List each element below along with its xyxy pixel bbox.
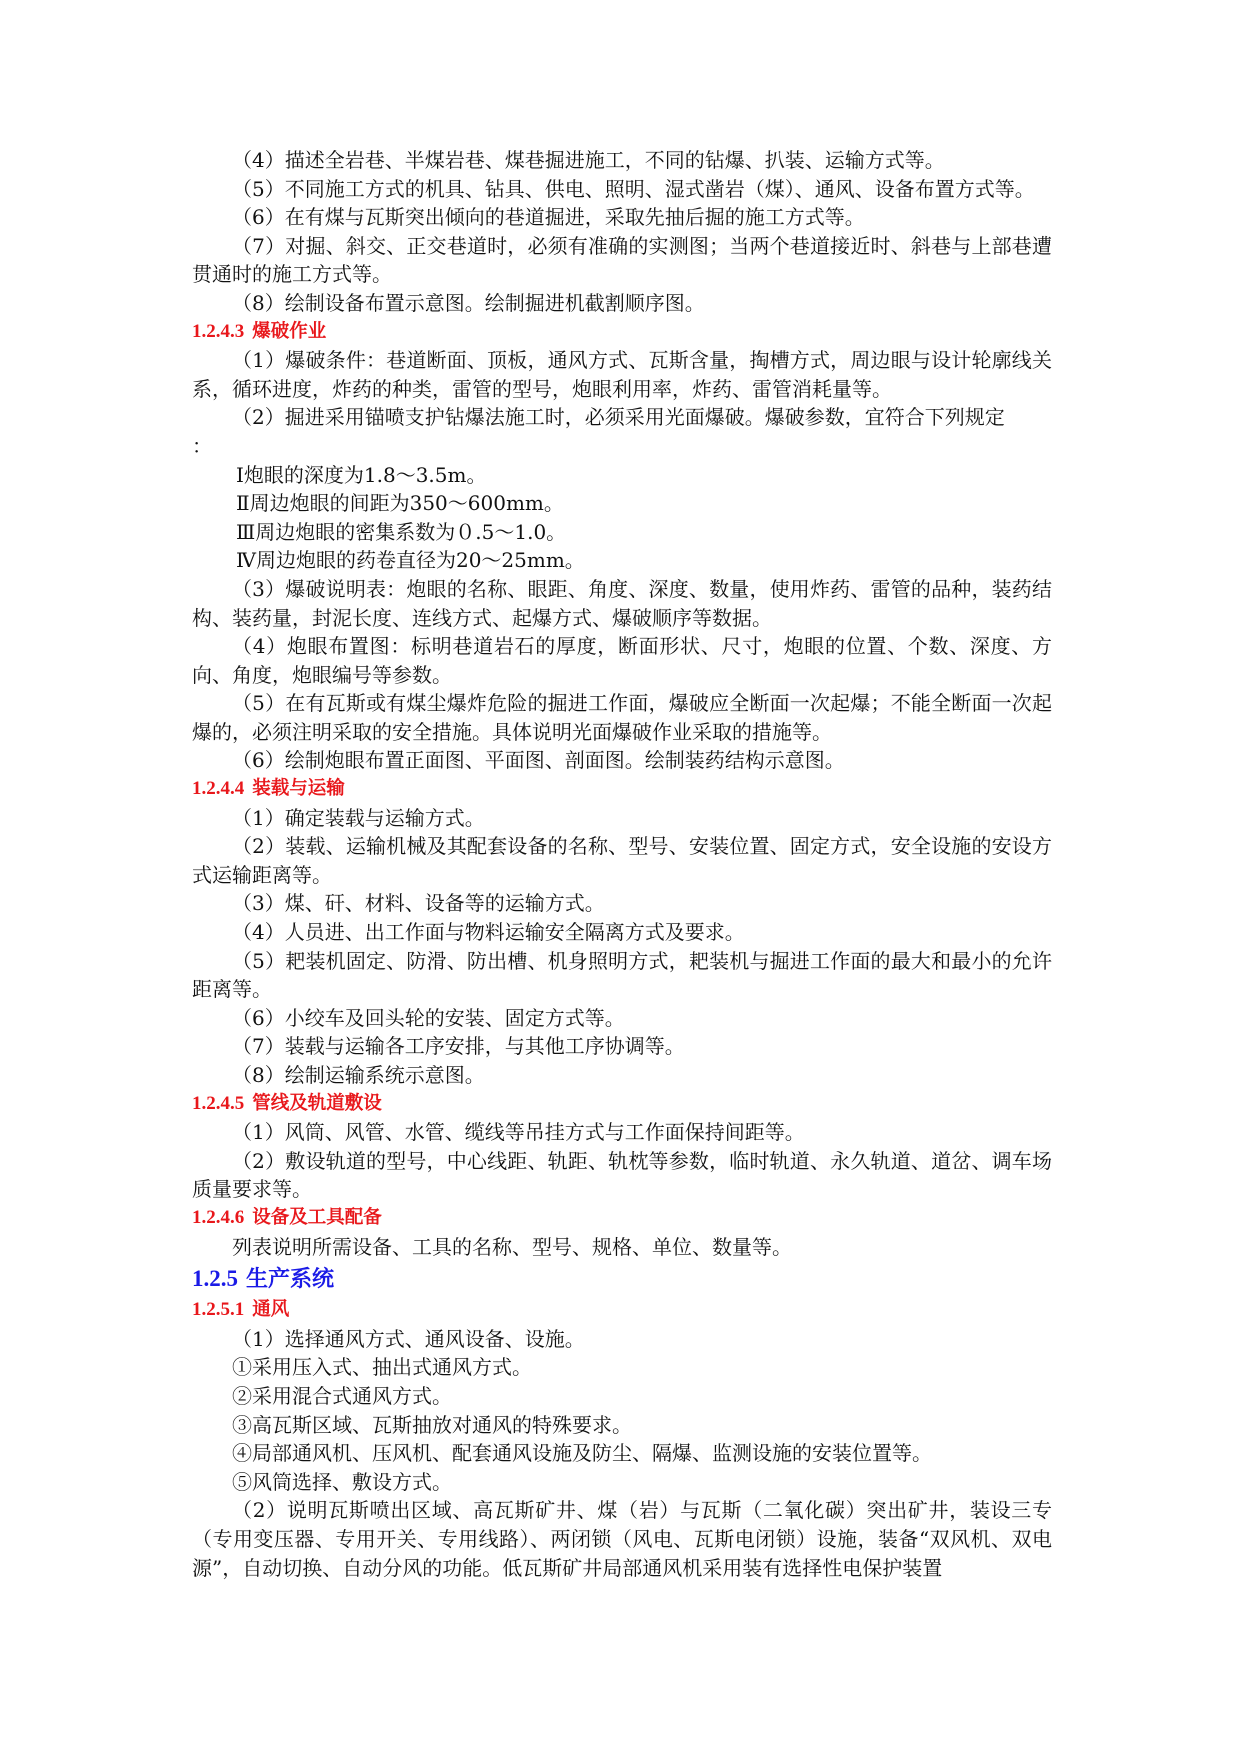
section-title: 装载与运输 [252, 778, 345, 800]
list-item: ④局部通风机、压风机、配套通风设施及防尘、隔爆、监测设施的安装位置等。 [232, 1441, 932, 1466]
paragraph: （5）耙装机固定、防滑、防出槽、机身照明方式，耙装机与掘进工作面的最大和最小的允许距离等。 [192, 948, 1052, 1002]
section-title: 设备及工具配备 [252, 1206, 382, 1228]
paragraph: （3）爆破说明表：炮眼的名称、眼距、角度、深度、数量，使用炸药、雷管的品种，装药结构、装药量，封泥长度、连线方式、起爆方式、爆破顺序等数据。 [192, 576, 1052, 630]
paragraph: （1）爆破条件：巷道断面、顶板，通风方式、瓦斯含量，掏槽方式，周边眼与设计轮廓线关系，循环进度，炸药的种类，雷管的型号，炮眼利用率，炸药、雷管消耗量等。 [192, 348, 1052, 401]
paragraph: （5）在有瓦斯或有煤尘爆炸危险的掘进工作面，爆破应全断面一次起爆；不能全断面一次起爆的，必须注明采取的安全措施。具体说明光面爆破作业采取的措施等。 [192, 691, 1052, 744]
paragraph: （8）绘制运输系统示意图。 [232, 1063, 485, 1087]
list-item: ①采用压入式、抽出式通风方式。 [232, 1355, 532, 1380]
list-item: Ⅰ炮眼的深度为1.8～3.5m。 [236, 462, 487, 487]
paragraph: （2）掘进采用锚喷支护钻爆法施工时，必须采用光面爆破。爆破参数，宜符合下列规定 [232, 405, 1005, 430]
list-item: Ⅲ周边炮眼的密集系数为０.5～1.0。 [236, 519, 567, 544]
paragraph: （2）敷设轨道的型号，中心线距、轨距、轨枕等参数，临时轨道、永久轨道、道岔、调车场质量要求等。 [192, 1148, 1052, 1202]
list-item: Ⅱ周边炮眼的间距为350～600mm。 [236, 491, 564, 516]
document-page [192, 146, 1052, 1582]
paragraph: （8）绘制设备布置示意图。绘制掘进机截割顺序图。 [232, 290, 705, 315]
list-item: Ⅳ周边炮眼的药卷直径为20～25mm。 [236, 548, 585, 573]
paragraph: （7）对掘、斜交、正交巷道时，必须有准确的实测图；当两个巷道接近时、斜巷与上部巷遭贯通时的施工方式等。 [192, 233, 1052, 287]
section-number: 1.2.5.1 [192, 1299, 245, 1321]
paragraph: （5）不同施工方式的机具、钻具、供电、照明、湿式凿岩（煤）、通风、设备布置方式等。 [232, 176, 1035, 201]
paragraph: （7）装载与运输各工序安排，与其他工序协调等。 [232, 1034, 685, 1059]
paragraph: （1）选择通风方式、通风设备、设施。 [232, 1326, 585, 1351]
section-heading-1-2-5-1 [192, 1296, 1052, 1325]
section-heading-1-2-5 [192, 1263, 1052, 1296]
paragraph: （6）绘制炮眼布置正面图、平面图、剖面图。绘制装药结构示意图。 [232, 748, 845, 773]
paragraph: （6）小绞车及回头轮的安装、固定方式等。 [232, 1005, 625, 1030]
paragraph: （6）在有煤与瓦斯突出倾向的巷道掘进，采取先抽后掘的施工方式等。 [232, 205, 865, 230]
list-item: ③高瓦斯区域、瓦斯抽放对通风的特殊要求。 [232, 1412, 632, 1437]
paragraph: （1）确定装载与运输方式。 [232, 805, 485, 830]
section-title: 通风 [252, 1299, 290, 1321]
paragraph: （1）风筒、风管、水管、缆线等吊挂方式与工作面保持间距等。 [232, 1120, 805, 1145]
paragraph: （4）人员进、出工作面与物料运输安全隔离方式及要求。 [232, 920, 745, 945]
list-item: ⑤风筒选择、敷设方式。 [232, 1469, 452, 1494]
section-heading-1-2-4-3 [192, 318, 1052, 347]
paragraph: （2）说明瓦斯喷出区域、高瓦斯矿井、煤（岩）与瓦斯（二氧化碳）突出矿井，装设三专（专用变压器、专用开关、专用线路）、两闭锁（风电、瓦斯电闭锁）设施，装备“双风机、双电源”，自动切换、自动分风的功能。低瓦斯矿井局部通风机采用装有选择性电保护装置 [192, 1498, 1052, 1580]
section-number: 1.2.4.5 [192, 1092, 245, 1114]
paragraph: （3）煤、矸、材料、设备等的运输方式。 [232, 891, 605, 916]
section-number: 1.2.4.6 [192, 1206, 245, 1228]
list-item: ②采用混合式通风方式。 [232, 1383, 452, 1408]
section-heading-1-2-4-5 [192, 1090, 1052, 1119]
section-heading-1-2-4-4 [192, 775, 1052, 804]
section-title: 爆破作业 [252, 320, 327, 342]
section-number: 1.2.4.4 [192, 778, 245, 800]
section-title: 生产系统 [246, 1267, 335, 1293]
paragraph: 列表说明所需设备、工具的名称、型号、规格、单位、数量等。 [232, 1234, 792, 1259]
section-number: 1.2.5 [192, 1266, 238, 1292]
section-title: 管线及轨道敷设 [252, 1092, 382, 1114]
paragraph: （4）炮眼布置图：标明巷道岩石的厚度，断面形状、尺寸，炮眼的位置、个数、深度、方向、角度，炮眼编号等参数。 [192, 634, 1052, 687]
section-heading-1-2-4-6 [192, 1204, 1052, 1233]
paragraph: （4）描述全岩巷、半煤岩巷、煤巷掘进施工，不同的钻爆、扒装、运输方式等。 [232, 148, 945, 172]
paragraph: （2）装载、运输机械及其配套设备的名称、型号、安装位置、固定方式，安全设施的安设方式运输距离等。 [192, 834, 1052, 887]
paragraph-continuation: ： [192, 433, 212, 458]
section-number: 1.2.4.3 [192, 320, 245, 342]
